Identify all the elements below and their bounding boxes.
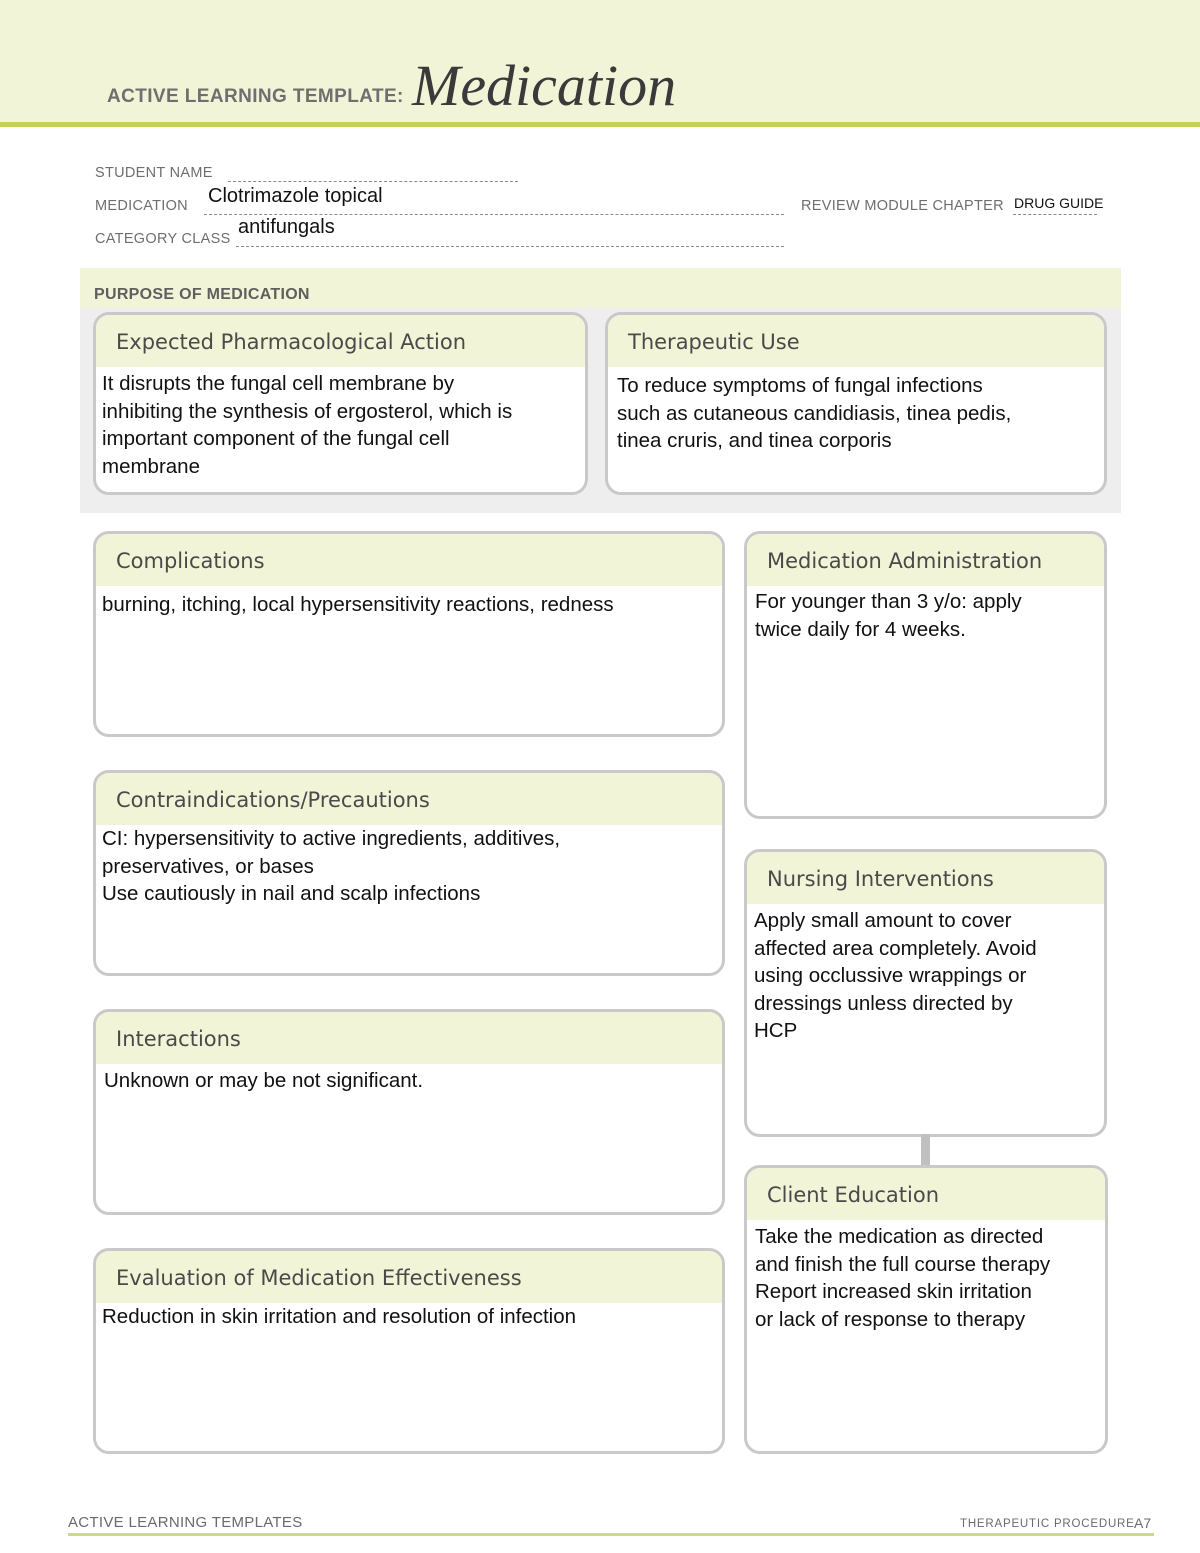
footer-left: ACTIVE LEARNING TEMPLATES xyxy=(68,1514,303,1531)
category-class-label: CATEGORY CLASS xyxy=(95,231,231,247)
complications-body[interactable]: burning, itching, local hypersensitivity reactions, redness xyxy=(102,593,614,616)
expected-action-title: Expected Pharmacological Action xyxy=(96,315,585,367)
evaluation-title: Evaluation of Medication Effectiveness xyxy=(96,1251,722,1303)
therapeutic-use-title: Therapeutic Use xyxy=(608,315,1104,367)
complications-card xyxy=(93,531,725,737)
student-name-label: STUDENT NAME xyxy=(95,165,213,181)
student-name-field[interactable] xyxy=(228,181,518,182)
expected-action-card xyxy=(93,312,588,495)
medication-field[interactable] xyxy=(204,214,784,215)
evaluation-card xyxy=(93,1248,725,1454)
interactions-body[interactable]: Unknown or may be not significant. xyxy=(104,1069,424,1092)
evaluation-body[interactable]: Reduction in skin irritation and resolution of infection xyxy=(102,1305,577,1328)
review-module-field[interactable] xyxy=(1013,214,1097,215)
complications-title: Complications xyxy=(96,534,722,586)
contraindications-body[interactable]: CI: hypersensitivity to active ingredients, additives, preservatives, or bases Use cautiously in nail and scalp infections xyxy=(102,827,561,905)
client-education-title: Client Education xyxy=(747,1168,1105,1220)
purpose-label: PURPOSE OF MEDICATION xyxy=(94,286,310,303)
medication-administration-body[interactable]: For younger than 3 y/o: apply twice daily for 4 weeks. xyxy=(755,590,1022,641)
therapeutic-use-card xyxy=(605,312,1107,495)
review-module-label: REVIEW MODULE CHAPTER xyxy=(801,198,1004,214)
nursing-interventions-card xyxy=(744,849,1107,1137)
interactions-title: Interactions xyxy=(96,1012,722,1064)
expected-action-body[interactable]: It disrupts the fungal cell membrane by inhibiting the synthesis of ergosterol, which is important component of the fungal cell membrane xyxy=(102,372,513,478)
contraindications-card xyxy=(93,770,725,976)
medication-label: MEDICATION xyxy=(95,198,188,214)
template-label: ACTIVE LEARNING TEMPLATE: xyxy=(107,86,404,107)
interactions-card xyxy=(93,1009,725,1215)
client-education-body[interactable]: Take the medication as directed and finish the full course therapy Report increased skin irritation or lack of response to therapy xyxy=(755,1225,1051,1331)
review-module-value: DRUG GUIDE xyxy=(1014,195,1104,211)
footer-page-number: A7 xyxy=(1134,1515,1152,1531)
card-connector xyxy=(921,1134,930,1166)
category-class-value: antifungals xyxy=(238,216,335,238)
nursing-interventions-body[interactable]: Apply small amount to cover affected area completely. Avoid using occlussive wrappings or dressings unless directed by HCP xyxy=(754,909,1037,1042)
medication-administration-title: Medication Administration xyxy=(747,534,1104,586)
medication-administration-card xyxy=(744,531,1107,819)
contraindications-title: Contraindications/Precautions xyxy=(96,773,722,825)
header-rule xyxy=(0,122,1200,127)
footer-right: THERAPEUTIC PROCEDURE xyxy=(960,1518,1135,1530)
template-title: Medication xyxy=(412,53,677,118)
category-class-field[interactable] xyxy=(236,246,784,247)
medication-value: Clotrimazole topical xyxy=(208,185,383,207)
nursing-interventions-title: Nursing Interventions xyxy=(747,852,1104,904)
therapeutic-use-body[interactable]: To reduce symptoms of fungal infections such as cutaneous candidiasis, tinea pedis, tinea cruris, and tinea corporis xyxy=(617,374,1012,452)
client-education-card xyxy=(744,1165,1108,1454)
footer-rule xyxy=(68,1533,1154,1536)
